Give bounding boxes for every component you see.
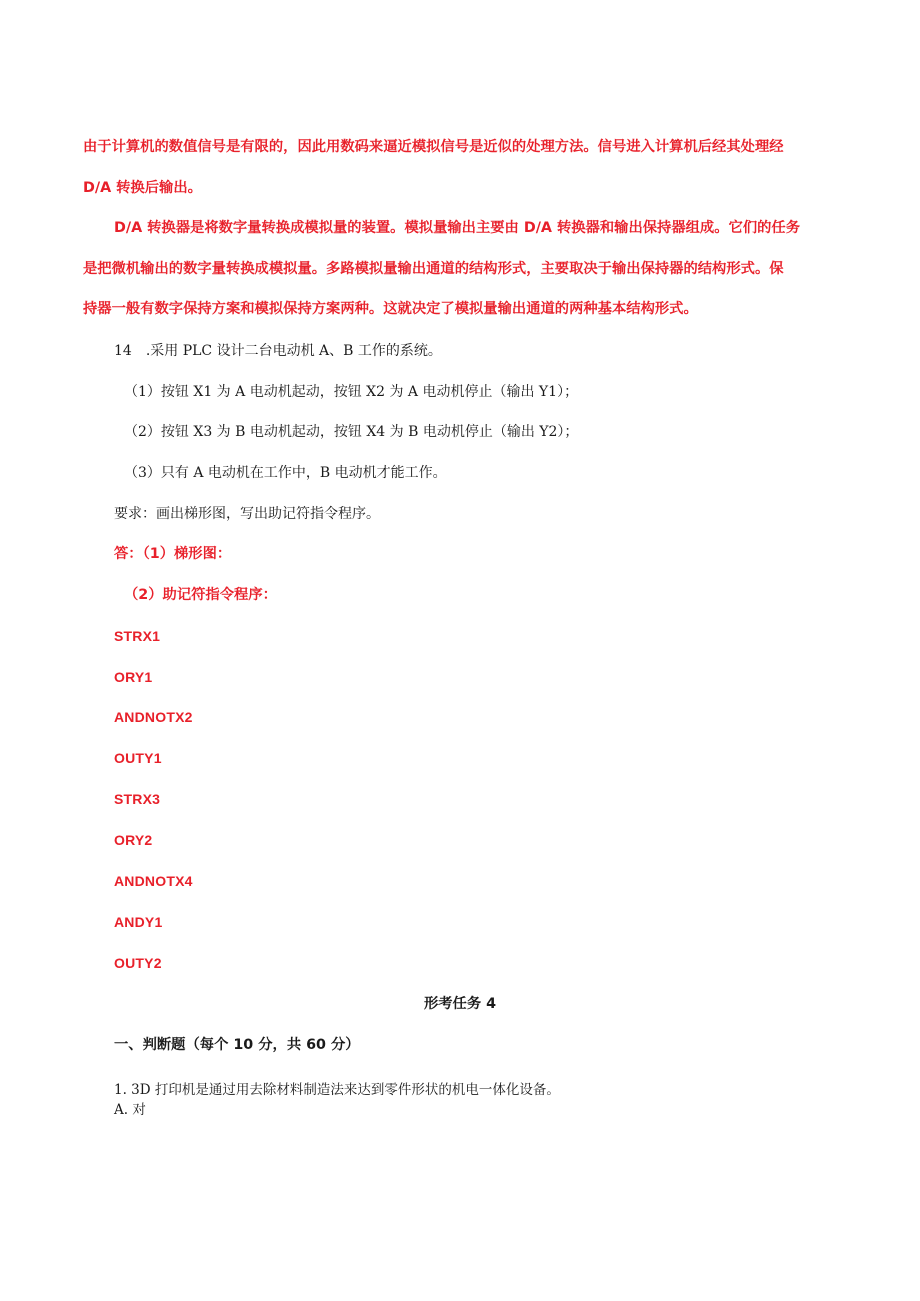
answer-paragraph-line: 由于计算机的数值信号是有限的，因此用数码来逼近模拟信号是近似的处理方法。信号进入计算机后经其处理经 bbox=[83, 139, 784, 155]
program-line: OUTY1 bbox=[114, 750, 162, 766]
question-14-item: （2）按钮 X3 为 B 电动机起动，按钮 X4 为 B 电动机停止（输出 Y2）； bbox=[124, 424, 579, 440]
question-14-item: （1）按钮 X1 为 A 电动机起动，按钮 X2 为 A 电动机停止（输出 Y1）； bbox=[124, 384, 579, 400]
answer-paragraph-line: D/A 转换器是将数字量转换成模拟量的装置。模拟量输出主要由 D/A 转换器和输出保持器组成。它们的任务 bbox=[114, 220, 801, 236]
program-line: ANDNOTX2 bbox=[114, 709, 193, 725]
answer-paragraph-line: 是把微机输出的数字量转换成模拟量。多路模拟量输出通道的结构形式，主要取决于输出保持器的结构形式。保 bbox=[83, 261, 784, 277]
question-14-title: 14 .采用 PLC 设计二台电动机 A、B 工作的系统。 bbox=[114, 343, 442, 359]
task-4-title: 形考任务 4 bbox=[423, 996, 497, 1012]
program-line: STRX1 bbox=[114, 628, 161, 644]
question-1-text: 1. 3D 打印机是通过用去除材料制造法来达到零件形状的机电一体化设备。 bbox=[114, 1082, 560, 1098]
program-line: OUTY2 bbox=[114, 955, 162, 971]
program-line: ANDNOTX4 bbox=[114, 873, 193, 889]
answer-ladder-heading: 答：（1）梯形图： bbox=[114, 546, 232, 562]
program-line: ANDY1 bbox=[114, 914, 163, 930]
answer-paragraph-line: 持器一般有数字保持方案和模拟保持方案两种。这就决定了模拟量输出通道的两种基本结构形式。 bbox=[83, 301, 698, 317]
program-line: ORY2 bbox=[114, 832, 153, 848]
answer-paragraph-line: D/A 转换后输出。 bbox=[83, 180, 202, 196]
question-14-item: （3）只有 A 电动机在工作中，B 电动机才能工作。 bbox=[124, 465, 447, 481]
question-1-option-a: A. 对 bbox=[114, 1102, 146, 1118]
question-14-requirement: 要求：画出梯形图，写出助记符指令程序。 bbox=[114, 506, 380, 522]
section-heading: 一、判断题（每个 10 分，共 60 分） bbox=[114, 1037, 360, 1053]
answer-mnemonic-heading: （2）助记符指令程序： bbox=[124, 587, 277, 603]
program-line: STRX3 bbox=[114, 791, 161, 807]
program-line: ORY1 bbox=[114, 669, 153, 685]
